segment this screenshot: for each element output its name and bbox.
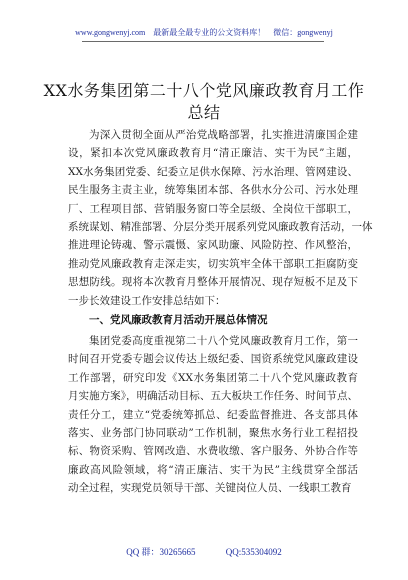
page-footer xyxy=(0,545,408,558)
paragraph-line: 廉政高风险领域，将“清正廉洁、实干为民”主线贯穿全部活 xyxy=(68,463,358,476)
paragraph-line: 民生服务主责主业，统筹集团本部、各供水分公司、污水处理 xyxy=(68,184,358,197)
header-divider xyxy=(82,41,324,42)
qq-group-number: QQ 群：30265665 xyxy=(126,547,196,557)
paragraph-line: 一步长效建设工作安排总结如下： xyxy=(68,294,226,307)
document-title-line-1: XX水务集团第二十八个党风廉政教育月工作 xyxy=(43,81,365,100)
site-header xyxy=(0,27,408,38)
paragraph-line: 工作部署，研究印发《XX水务集团第二十八个党风廉政教育 xyxy=(68,371,358,384)
paragraph-line: 时间召开党委专题会议传达上级纪委、国资系统党风廉政建设 xyxy=(68,353,358,366)
paragraph-line: 推进理论铸魂、警示震慑、家风助廉、风险防控、作风整治， xyxy=(68,239,358,252)
intro-paragraph xyxy=(68,126,373,310)
site-url-link[interactable]: www.gongwenyj.com xyxy=(75,28,146,37)
paragraph-line: 动全过程，实现党员领导干部、关键岗位人员、一线职工教育 xyxy=(68,482,352,495)
paragraph-line: 厂、工程项目部、营销服务窗口等全层级、全岗位干部职工， xyxy=(68,202,358,215)
site-slogan: 最新最全最专业的公文资料库！ xyxy=(153,28,266,37)
paragraph-line: 推动党风廉政教育走深走实，切实筑牢全体干部职工拒腐防变 xyxy=(68,257,358,270)
section-paragraph xyxy=(68,332,358,498)
paragraph-line: 系统谋划、精准部署、分层分类开展系列党风廉政教育活动，一体 xyxy=(68,220,373,233)
wechat-id: 微信：gongwenyj xyxy=(273,28,333,37)
qq-number: QQ:535304092 xyxy=(225,547,282,557)
paragraph-line: 标、物资采购、管网改造、水费收缴、客户服务、外协合作等 xyxy=(68,445,358,458)
paragraph-line: 月实施方案》，明确活动目标、五大板块工作任务、时间节点、 xyxy=(68,390,358,403)
paragraph-line: XX水务集团党委、纪委立足供水保障、污水治理、管网建设、 xyxy=(68,165,358,178)
document-title-line-2: 总结 xyxy=(187,103,221,122)
paragraph-line: 落实、业务部门协同联动”工作机制，聚焦水务行业工程招投 xyxy=(68,426,358,439)
paragraph-line: 集团党委高度重视第二十八个党风廉政教育月工作，第一 xyxy=(89,335,358,347)
paragraph-line: 责任分工，建立“党委统筹抓总、纪委监督推进、各支部具体 xyxy=(68,408,358,421)
paragraph-line: 思想防线。现将本次教育月整体开展情况、现存短板不足及下 xyxy=(68,276,358,289)
paragraph-line: 为深入贯彻全面从严治党战略部署，扎实推进清廉国企建 xyxy=(89,129,358,141)
section-heading: 一、党风廉政教育月活动开展总体情况 xyxy=(89,314,268,326)
paragraph-line: 设，紧扣本次党风廉政教育月“清正廉洁、实干为民”主题， xyxy=(68,147,358,160)
